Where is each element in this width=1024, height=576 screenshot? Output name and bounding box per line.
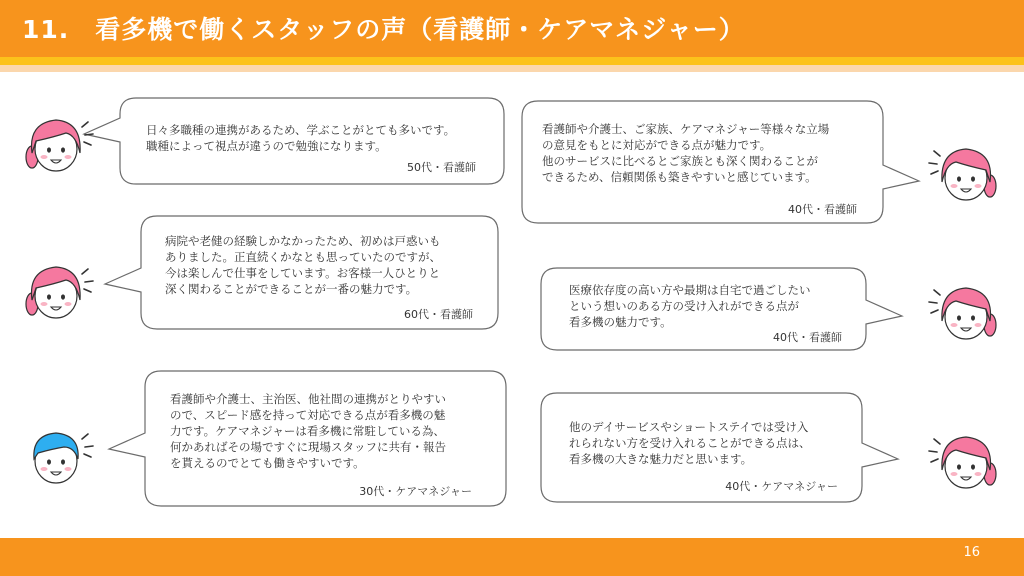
title-stripe [0,57,1024,65]
voice-text-line: ありました。正直続くかなとも思っていたのですが、 [165,250,441,264]
speaker-label: 60代・看護師 [404,308,473,321]
voice-text-line: ので、スピード感を持って対応できる点が看多機の魅 [170,408,446,422]
voice-text-line: れられない方を受け入れることができる点は、 [569,436,811,450]
voice-text-line: 今は楽しんで仕事をしています。お客様一人ひとりと [165,266,441,280]
voice-text [569,282,811,330]
voice-text-line: を貰えるのでとても働きやすいです。 [170,456,365,470]
face-icon [24,425,96,487]
face-icon [926,430,998,492]
voice-text-line: という想いのある方の受け入れができる点が [569,299,799,313]
voice-text-line: 深く関わることができることが一番の魅力です。 [165,282,418,296]
voice-text-line: 病院や老健の経験しかなかったため、初めは戸惑いも [165,234,441,248]
staff-avatar-5 [926,281,998,343]
voice-text-line: の意見をもとに対応ができる点が魅力です。 [542,138,772,152]
voice-text-line: 医療依存度の高い方や最期は自宅で過ごしたい [569,283,811,297]
voice-text-line: 日々多職種の連携があるため、学ぶことがとても多いです。 [146,123,456,137]
face-icon [24,113,96,175]
staff-avatar-1 [24,113,96,175]
voice-bubble-6 [541,393,862,502]
footer-bar [0,538,1024,576]
title-stripe-light [0,65,1024,72]
voice-text-line: 他のサービスに比べるとご家族とも深く関わることが [542,154,818,168]
voice-text [542,121,829,185]
voice-text [165,233,441,297]
title-bar [0,0,1024,57]
speaker-label: 40代・看護師 [773,331,842,344]
voice-text-line: 看護師や介護士、主治医、他社間の連携がとりやすい [170,392,446,406]
voice-text-line: できるため、信頼関係も築きやすいと感じています。 [542,170,817,184]
staff-avatar-2 [24,260,96,322]
speaker-label: 50代・看護師 [407,161,476,174]
face-icon [926,281,998,343]
speaker-label: 40代・ケアマネジャー [725,480,838,493]
voice-text-line: 職種によって視点が違うので勉強になります。 [146,139,387,153]
voice-text-line: 看護師や介護士、ご家族、ケアマネジャー等様々な立場 [542,122,830,136]
face-icon [926,142,998,204]
staff-avatar-6 [926,430,998,492]
voice-bubble-1 [120,98,504,184]
voice-bubble-2 [141,216,498,329]
face-icon [24,260,96,322]
voice-text [170,391,446,471]
voice-text [146,122,455,154]
voice-text-line: 看多機の魅力です。 [569,315,672,329]
speaker-label: 30代・ケアマネジャー [359,485,472,498]
voice-bubble-5 [541,268,866,350]
page-title: 11. 看多機で働くスタッフの声（看護師・ケアマネジャー） [22,15,745,44]
voice-text-line: 看多機の大きな魅力だと思います。 [569,452,753,466]
voice-text-line: 他のデイサービスやショートステイでは受け入 [569,420,809,434]
staff-avatar-3 [24,425,96,487]
page-number: 16 [963,545,980,560]
voice-bubble-3 [145,371,506,506]
voice-text-line: 力です。ケアマネジャーは看多機に常駐している為、 [170,424,445,438]
speaker-label: 40代・看護師 [788,203,857,216]
voice-text-line: 何かあればその場ですぐに現場スタッフに共有・報告 [170,440,446,454]
voice-text [569,419,811,467]
staff-avatar-4 [926,142,998,204]
voice-bubble-4 [522,101,883,223]
